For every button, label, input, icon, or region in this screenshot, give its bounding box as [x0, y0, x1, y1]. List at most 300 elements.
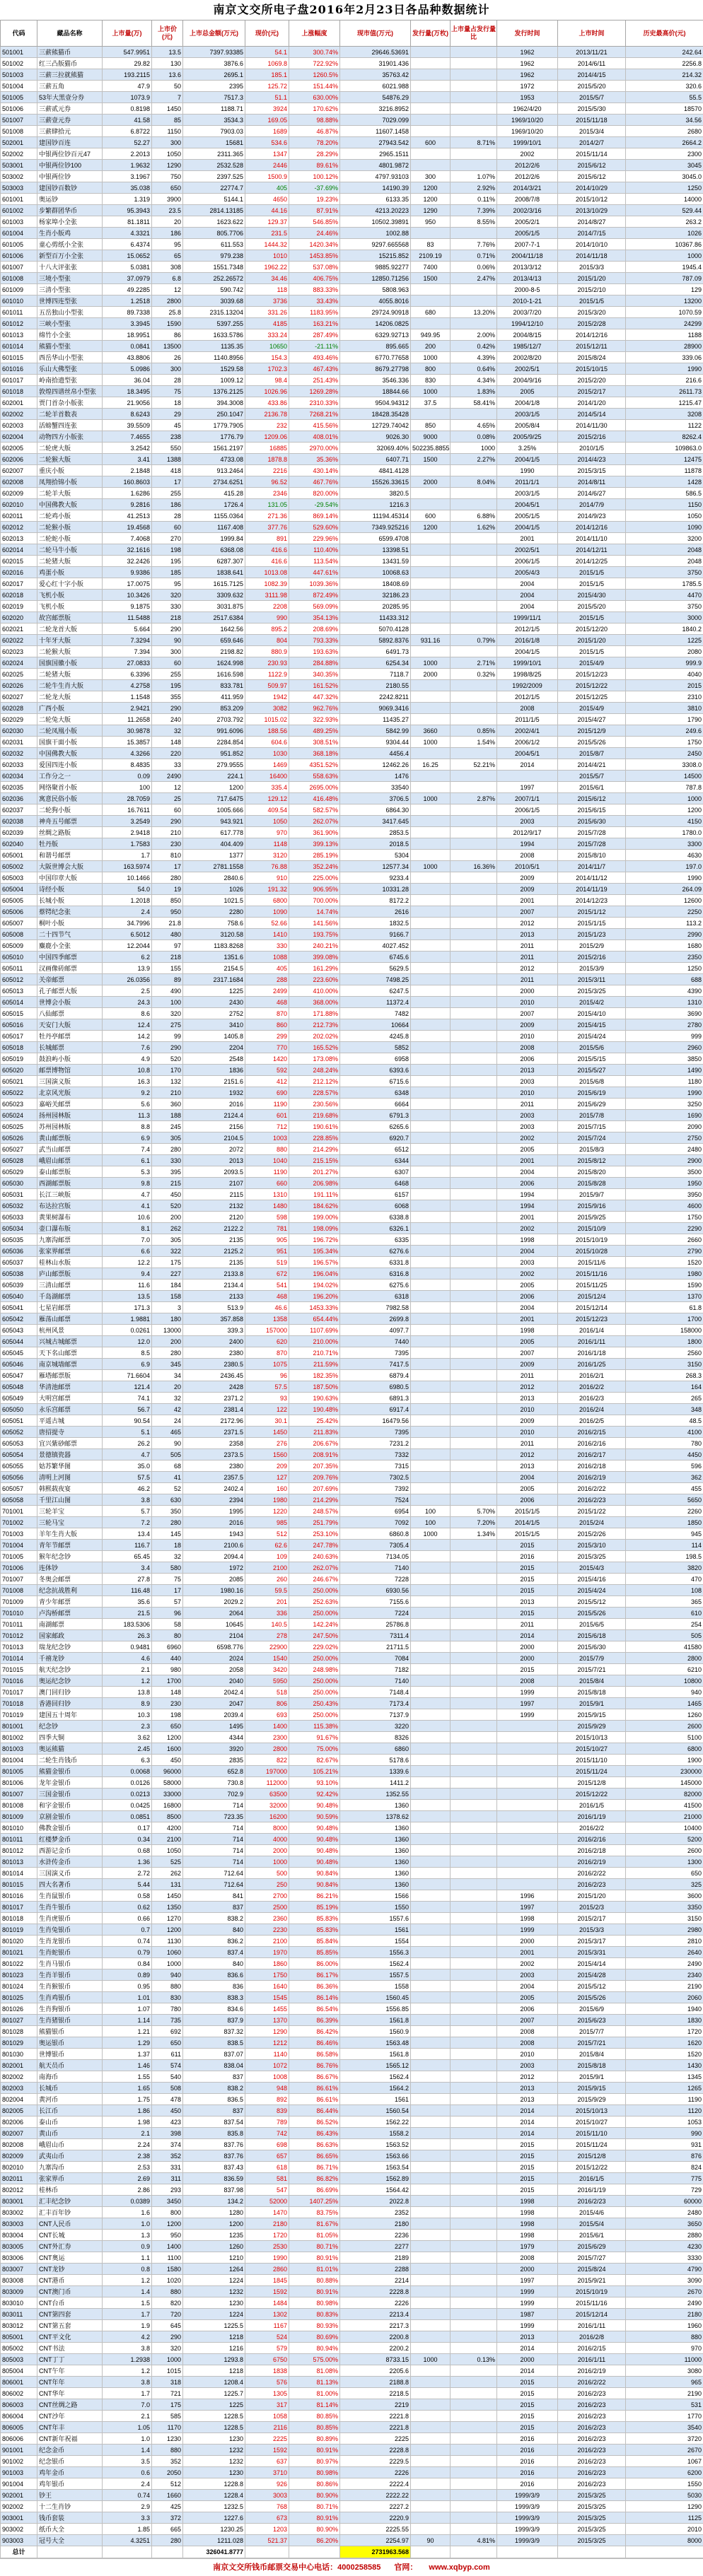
table-cell: 7349.925216: [340, 522, 411, 533]
table-cell: 171.88%: [289, 1008, 340, 1019]
table-cell: 2005/1/5: [497, 228, 558, 239]
table-cell: 生肖小版鸡: [37, 228, 103, 239]
table-cell: 绵竹小全张: [37, 329, 103, 341]
table-cell: 13.6: [152, 69, 183, 81]
table-cell: [497, 1822, 558, 1834]
table-cell: 麋鹿小全张: [37, 940, 103, 952]
table-cell: 787.09: [626, 273, 703, 284]
table-cell: [451, 1359, 497, 1370]
table-cell: 1529.58: [183, 363, 245, 375]
table-cell: 1999/3/9: [497, 2490, 558, 2501]
table-row: [1, 1562, 703, 1574]
table-cell: [411, 1947, 451, 1958]
table-cell: 822: [245, 1755, 289, 1766]
table-cell: 32069.40%: [340, 443, 411, 454]
table-cell: 2004: [497, 578, 558, 590]
table-cell: 神舟五号邮票: [37, 816, 103, 827]
table-cell: 2009: [497, 884, 558, 895]
table-cell: 1225.5: [183, 2320, 245, 2331]
table-cell: 1832.5: [340, 918, 411, 929]
table-cell: 1135.35: [183, 341, 245, 352]
table-cell: [451, 488, 497, 499]
table-cell: 三国演义币: [37, 1868, 103, 1879]
table-row: [1, 1438, 703, 1449]
table-cell: 25: [152, 793, 183, 804]
table-cell: 279.9555: [183, 759, 245, 771]
table-cell: 5200: [626, 1834, 703, 1845]
table-cell: 2154.5: [183, 963, 245, 974]
table-cell: 194.02%: [289, 1280, 340, 1291]
table-cell: 3.8: [103, 2377, 152, 2388]
table-row: [1, 397, 703, 409]
table-row: [1, 2411, 703, 2422]
footer-site-link[interactable]: www.xqbyp.com: [429, 2563, 489, 2572]
table-row: [1, 1404, 703, 1415]
table-cell: 305: [152, 1132, 183, 1144]
table-cell: 2250: [626, 906, 703, 918]
table-cell: [411, 115, 451, 126]
table-cell: 30.1: [245, 1415, 289, 1427]
table-cell: 10.3: [103, 1709, 152, 1721]
table-cell: 3.41: [103, 454, 152, 465]
table-cell: 490: [152, 985, 183, 997]
table-cell: 1200: [183, 782, 245, 793]
table-cell: 韩熙载夜宴: [37, 1483, 103, 1494]
table-cell: 605057: [1, 1483, 37, 1494]
table-cell: 7982.58: [340, 1302, 411, 1313]
table-cell: 95.3943: [103, 205, 152, 216]
table-cell: 2014/12/25: [558, 556, 626, 567]
table-cell: 桂林山水版: [37, 1257, 103, 1268]
table-cell: 1.29: [103, 2037, 152, 2049]
table-cell: 爱心红十字小版: [37, 578, 103, 590]
table-cell: 801002: [1, 1732, 37, 1743]
table-cell: 2.24: [103, 2139, 152, 2150]
table-cell: 116.48: [103, 1585, 152, 1596]
table-cell: 2015: [497, 1562, 558, 1574]
total-empty: [558, 2546, 626, 2558]
table-cell: 317: [245, 2399, 289, 2411]
table-cell: 黄果树瀑布: [37, 1212, 103, 1223]
table-cell: 602025: [1, 669, 37, 680]
table-cell: 11435.27: [340, 714, 411, 725]
table-cell: 二轮虎大版: [37, 443, 103, 454]
table-cell: 1990: [245, 2252, 289, 2264]
table-cell: 5304: [340, 850, 411, 861]
table-cell: 86.21%: [289, 1890, 340, 1902]
table-cell: 6860.8: [340, 1528, 411, 1540]
table-cell: 3500: [626, 1166, 703, 1178]
table-cell: 1228.8: [183, 2478, 245, 2490]
table-cell: 2015/12/14: [558, 1302, 626, 1313]
table-cell: [411, 2105, 451, 2117]
table-cell: 35763.42: [340, 69, 411, 81]
table-cell: 2134.4: [183, 1280, 245, 1291]
table-cell: 2002: [497, 1958, 558, 1969]
table-cell: 2094.4: [183, 1551, 245, 1562]
table-cell: 191.11%: [289, 1189, 340, 1200]
table-cell: 803009: [1, 2286, 37, 2297]
table-cell: 605051: [1, 1415, 37, 1427]
table-cell: 602036: [1, 793, 37, 804]
table-cell: 96: [152, 1608, 183, 1619]
table-cell: 15215.852: [340, 250, 411, 262]
table-cell: 605016: [1, 1019, 37, 1031]
table-cell: 1000: [411, 737, 451, 748]
table-cell: 千岛湖邮票: [37, 1291, 103, 1302]
table-cell: [411, 1698, 451, 1709]
table-cell: [451, 1031, 497, 1042]
table-cell: 86.42%: [289, 2026, 340, 2037]
table-row: [1, 69, 703, 81]
table-cell: 260: [245, 1574, 289, 1585]
table-cell: [411, 906, 451, 918]
table-cell: 4200: [152, 1822, 183, 1834]
table-cell: [497, 1800, 558, 1811]
table-cell: 502001: [1, 137, 37, 148]
table-cell: [497, 1811, 558, 1822]
table-row: [1, 1076, 703, 1087]
table-cell: 4733.08: [183, 454, 245, 465]
table-row: [1, 1619, 703, 1630]
table-cell: 175: [152, 2399, 183, 2411]
table-cell: 2317.1684: [183, 974, 245, 985]
table-cell: 国家邮政: [37, 1630, 103, 1641]
total-market-value: 2731963.568: [340, 2546, 411, 2558]
table-cell: 2015/11/24: [558, 2139, 626, 2150]
table-cell: 248.98%: [289, 1664, 340, 1675]
table-cell: 247.50%: [289, 1630, 340, 1641]
table-cell: 2490: [626, 1958, 703, 1969]
table-cell: 467.43%: [289, 363, 340, 375]
table-cell: 1999: [497, 1709, 558, 1721]
table-cell: 110.40%: [289, 544, 340, 556]
table-cell: 2014/8/27: [558, 216, 626, 228]
table-cell: 550: [152, 443, 183, 454]
table-cell: 1347: [245, 148, 289, 160]
table-cell: 2800: [152, 295, 183, 307]
table-cell: 生肖猴银币: [37, 1981, 103, 1992]
table-cell: 1003: [245, 1132, 289, 1144]
table-cell: 2428: [183, 1381, 245, 1393]
table-cell: 3.5: [103, 2456, 152, 2467]
table-cell: 中银两位钞: [37, 171, 103, 182]
table-cell: [411, 2003, 451, 2015]
table-cell: 钞王: [37, 2490, 103, 2501]
table-cell: 1997: [497, 782, 558, 793]
table-cell: 15681: [183, 137, 245, 148]
table-cell: [411, 2388, 451, 2399]
table-cell: [411, 827, 451, 838]
table-cell: 5070.4128: [340, 623, 411, 635]
table-cell: 24299: [626, 318, 703, 329]
table-row: [1, 2512, 703, 2524]
table-cell: 2015/6/23: [558, 2015, 626, 2026]
table-cell: 423: [152, 2117, 183, 2128]
table-cell: 2014/11/10: [558, 533, 626, 544]
table-cell: 701003: [1, 1528, 37, 1540]
table-row: [1, 2026, 703, 2037]
table-cell: 国旗干面小版: [37, 737, 103, 748]
table-cell: 2003: [497, 816, 558, 827]
table-cell: 2780: [626, 1019, 703, 1031]
table-cell: 802002: [1, 2071, 37, 2083]
table-cell: [411, 703, 451, 714]
table-cell: 801020: [1, 1936, 37, 1947]
table-cell: 2015/4/27: [558, 714, 626, 725]
table-cell: 三国演义版: [37, 1076, 103, 1087]
table-cell: 702.9: [183, 1788, 245, 1800]
table-row: [1, 1200, 703, 1212]
table-cell: [451, 1540, 497, 1551]
table-cell: 2005/9/25: [497, 431, 558, 443]
table-cell: 801012: [1, 1845, 37, 1856]
table-cell: 503002: [1, 171, 37, 182]
table-cell: 2226: [340, 2467, 411, 2478]
table-cell: 雁塔邮票版: [37, 1370, 103, 1381]
table-cell: 奥运银币: [37, 2037, 103, 2049]
table-cell: 2005: [497, 1336, 558, 1347]
table-cell: 二轮马牛小版: [37, 544, 103, 556]
table-cell: 820: [152, 2297, 183, 2309]
table-cell: 2015/1/15: [558, 918, 626, 929]
table-cell: 2015: [497, 1664, 558, 1675]
table-cell: 86.61%: [289, 2094, 340, 2105]
table-cell: [411, 997, 451, 1008]
table-cell: [411, 499, 451, 510]
table-cell: 4630: [626, 850, 703, 861]
table-row: [1, 1065, 703, 1076]
table-cell: 7392: [340, 1483, 411, 1494]
table-cell: 2430: [183, 997, 245, 1008]
table-cell: 601014: [1, 341, 37, 352]
table-row: [1, 2230, 703, 2241]
table-cell: 503003: [1, 182, 37, 194]
table-cell: 503001: [1, 160, 37, 171]
table-cell: 2080: [626, 646, 703, 657]
table-cell: 2124.4: [183, 1110, 245, 1121]
table-cell: 467.76%: [289, 476, 340, 488]
table-cell: 二轮牛生肖大版: [37, 680, 103, 691]
table-cell: [451, 1212, 497, 1223]
table-row: [1, 420, 703, 431]
table-cell: 227: [152, 1268, 183, 1280]
table-cell: 1560.54: [340, 2105, 411, 2117]
table-cell: 2014/12/11: [558, 544, 626, 556]
table-cell: 6393.6: [340, 1065, 411, 1076]
table-cell: 汇丰纪念钞: [37, 2196, 103, 2207]
table-cell: 250.00%: [289, 1653, 340, 1664]
table-cell: 1999: [497, 2297, 558, 2309]
table-row: [1, 250, 703, 262]
table-cell: 16800: [152, 1800, 183, 1811]
table-cell: 2016/1/19: [558, 2184, 626, 2196]
table-cell: 90.48%: [289, 1800, 340, 1811]
table-cell: 201: [245, 1596, 289, 1608]
table-cell: 2014/12/16: [558, 522, 626, 533]
table-cell: 动物四方小版张: [37, 431, 103, 443]
table-cell: 35.6: [103, 1596, 152, 1608]
table-cell: 2016/2/16: [558, 1438, 626, 1449]
table-row: [1, 2184, 703, 2196]
table-cell: 国旗国徽小版: [37, 657, 103, 669]
table-cell: 三清山邮票: [37, 1280, 103, 1291]
table-cell: [451, 590, 497, 601]
table-cell: 2006: [497, 1494, 558, 1506]
table-cell: 天下名山邮票: [37, 1347, 103, 1359]
table-cell: 91.67%: [289, 1732, 340, 1743]
table-cell: 880: [152, 2445, 183, 2456]
table-cell: 1620: [626, 2037, 703, 2049]
table-cell: 1830: [626, 2015, 703, 2026]
table-cell: 27943.542: [340, 137, 411, 148]
table-cell: 1999/3/9: [497, 2535, 558, 2546]
table-cell: 940: [626, 1687, 703, 1698]
table-cell: 3950: [626, 1189, 703, 1200]
table-cell: 250.00%: [289, 1687, 340, 1698]
table-cell: 4797.93103: [340, 171, 411, 182]
table-cell: 2090: [626, 1121, 703, 1132]
table-cell: 3420: [245, 1664, 289, 1675]
table-cell: 1720: [245, 2230, 289, 2241]
table-cell: 1566: [340, 1890, 411, 1902]
table-cell: 601002: [1, 205, 37, 216]
table-cell: 398: [152, 2128, 183, 2139]
table-cell: 2005/1/5: [497, 510, 558, 522]
table-cell: 1.75: [103, 2094, 152, 2105]
table-cell: 2016/2/15: [558, 2343, 626, 2354]
table-cell: 2015/3/17: [558, 1936, 626, 1947]
footer-org: 南京文交所钱币邮票交易中心电话：4000258585: [213, 2563, 380, 2572]
table-cell: 0.74: [103, 1936, 152, 1947]
table-cell: [451, 816, 497, 827]
table-cell: 0.0213: [103, 1788, 152, 1800]
table-cell: 43.8806: [103, 352, 152, 363]
table-cell: 2015/6/12: [558, 793, 626, 804]
table-cell: 3082: [245, 703, 289, 714]
table-cell: 黄山邮票版: [37, 1132, 103, 1144]
table-cell: [451, 691, 497, 703]
table-cell: 1130: [152, 1936, 183, 1947]
table-cell: 742: [245, 2128, 289, 2139]
table-cell: 1979: [497, 2241, 558, 2252]
table-cell: [411, 2060, 451, 2071]
table-cell: 0.68: [103, 1845, 152, 1856]
table-row: [1, 2139, 703, 2150]
table-cell: 1998: [497, 2230, 558, 2241]
table-cell: 280: [152, 2535, 183, 2546]
table-cell: 2016/1/18: [558, 1347, 626, 1359]
table-cell: 605049: [1, 1393, 37, 1404]
table-cell: 198: [152, 1709, 183, 1721]
footer-contact: [0, 2558, 703, 2576]
table-cell: [411, 1890, 451, 1902]
table-cell: 701015: [1, 1664, 37, 1675]
table-cell: 1370: [626, 1291, 703, 1302]
table-cell: 805001: [1, 2331, 37, 2343]
table-cell: 雁荡山邮票: [37, 1313, 103, 1325]
table-cell: 902001: [1, 2490, 37, 2501]
table-row: [1, 1427, 703, 1438]
table-cell: 2003/7/20: [497, 307, 558, 318]
table-cell: 2015/11/18: [558, 115, 626, 126]
table-cell: 5100: [626, 1732, 703, 1743]
table-cell: -21.11%: [289, 341, 340, 352]
table-row: [1, 929, 703, 940]
table-cell: 9233.4: [340, 872, 411, 884]
table-cell: 806003: [1, 2399, 37, 2411]
table-cell: 1026: [626, 228, 703, 239]
table-cell: 1950: [626, 1178, 703, 1189]
table-cell: [497, 1868, 558, 1879]
table-cell: 657: [245, 2150, 289, 2162]
table-cell: 1290: [152, 160, 183, 171]
table-cell: 1224: [183, 2309, 245, 2320]
table-cell: 2015/11/10: [558, 2128, 626, 2139]
table-cell: 2005: [497, 1992, 558, 2003]
table-cell: 0.13%: [451, 2354, 497, 2365]
table-cell: 970: [245, 827, 289, 838]
table-cell: 2013/11/21: [558, 47, 626, 58]
table-cell: 大阪世博会大版: [37, 861, 103, 872]
table-cell: [451, 1393, 497, 1404]
table-cell: 801006: [1, 1777, 37, 1788]
table-cell: 280: [152, 1517, 183, 1528]
table-cell: 1224: [183, 2275, 245, 2286]
table-cell: 1228.5: [183, 2411, 245, 2422]
table-cell: 2530: [245, 2241, 289, 2252]
table-cell: 80.91%: [289, 2286, 340, 2297]
table-cell: [451, 646, 497, 657]
table-cell: 605044: [1, 1336, 37, 1347]
table-cell: 1990: [497, 465, 558, 476]
table-row: [1, 703, 703, 714]
table-cell: 806002: [1, 2388, 37, 2399]
table-cell: 3330: [626, 2252, 703, 2264]
table-cell: 2003: [497, 1121, 558, 1132]
table-cell: [451, 544, 497, 556]
table-cell: 14206.0825: [340, 318, 411, 329]
table-cell: 三薪贰元券: [37, 103, 103, 115]
table-cell: [497, 1766, 558, 1777]
table-cell: 190.61%: [289, 1121, 340, 1132]
column-header: 发行量(万枚): [411, 21, 451, 47]
table-cell: 1800: [626, 1336, 703, 1347]
table-cell: 931: [626, 2139, 703, 2150]
table-cell: 450: [152, 1755, 183, 1766]
table-cell: 6265.6: [340, 1121, 411, 1132]
table-cell: [411, 2433, 451, 2445]
table-cell: 1013.08: [245, 567, 289, 578]
table-cell: 1420: [245, 1053, 289, 1065]
table-cell: 1140.8956: [183, 352, 245, 363]
table-cell: 2024: [183, 1653, 245, 1664]
table-cell: 2015: [497, 2422, 558, 2433]
table-cell: 10650: [245, 341, 289, 352]
table-cell: 5650: [626, 1494, 703, 1506]
table-cell: [451, 1234, 497, 1246]
table-cell: 113.2: [626, 918, 703, 929]
table-cell: 步繁群团华币: [37, 205, 103, 216]
table-row: [1, 623, 703, 635]
table-cell: [451, 1404, 497, 1415]
table-cell: 寓意民俗小版: [37, 793, 103, 804]
table-cell: [411, 318, 451, 329]
table-cell: 68: [152, 1460, 183, 1472]
footer-site-label: 官网：: [394, 2563, 417, 2572]
table-cell: 2.1: [103, 2411, 152, 2422]
table-cell: [411, 1879, 451, 1890]
